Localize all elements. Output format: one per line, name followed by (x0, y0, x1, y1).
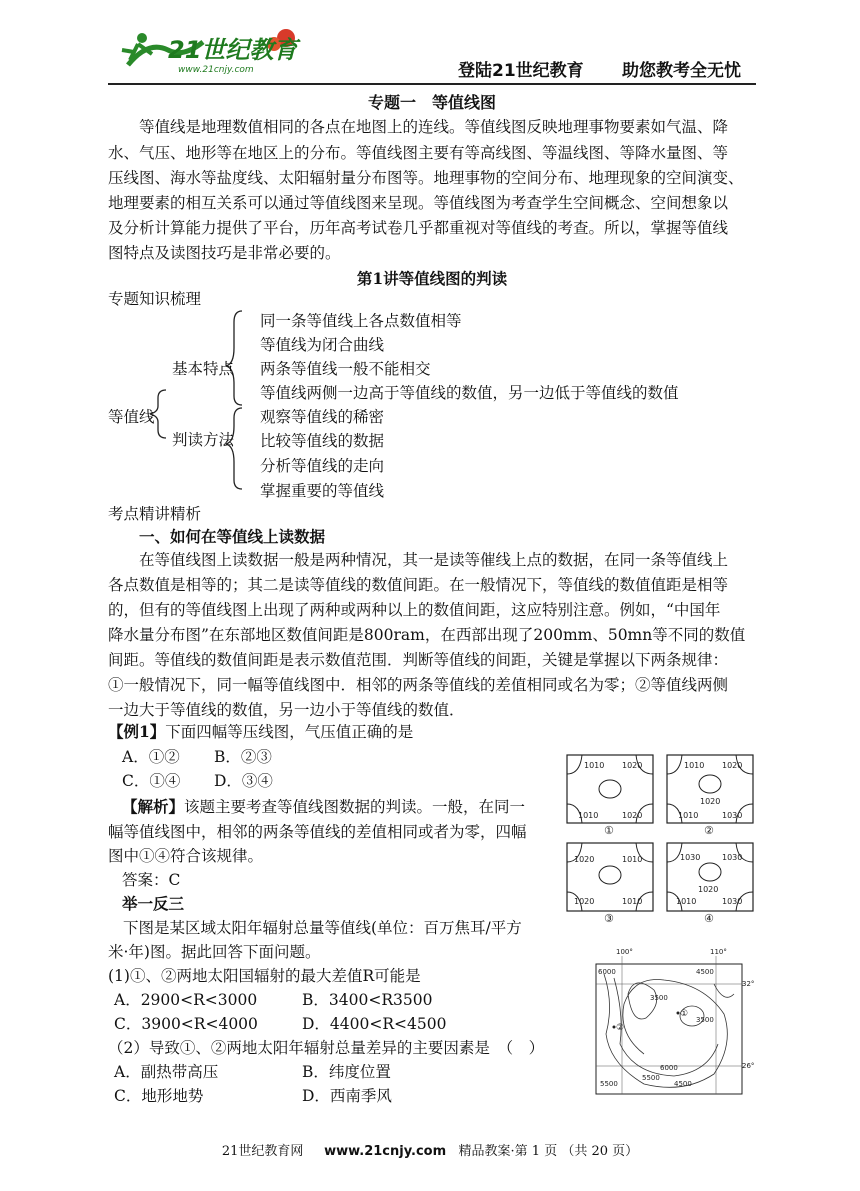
footer-site: 21世纪教育网 (221, 1144, 304, 1159)
option: C．地形地势 (114, 1087, 204, 1105)
option: B．3400<R3500 (302, 991, 433, 1009)
point-1: ① (680, 1009, 689, 1019)
isobar-label: 1010 (684, 761, 705, 770)
radiation-map-figure (584, 944, 756, 1110)
isobar-label: 1010 (622, 897, 643, 906)
para-line: 降水量分布图”在东部地区数值间距是800ram，在西部出现了200mm、50mn等不同的数值 (108, 626, 746, 644)
option: D．③④ (214, 772, 273, 790)
isobar-label: 1020 (722, 761, 743, 770)
para-line: 在等值线图上读数据一般是两种情况，其一是读等催线上点的数据，在同一条等值线上 (139, 551, 729, 569)
isobar-label: 1020 (622, 811, 643, 820)
isobar-label: 1030 (722, 897, 743, 906)
option: C．①④ (122, 772, 181, 790)
practice-heading: 举一反三 (122, 894, 185, 913)
para-line: 一边大于等值线的数值，另一边小于等值线的数值． (108, 701, 465, 719)
page-title: 专题一 等值线图 (367, 93, 496, 112)
isobar-label: 1030 (722, 853, 743, 862)
para-line: 的，但有的等值线图上出现了两种或两种以上的数值间距，这应特别注意。例如，“中国年 (108, 601, 721, 619)
pressure-map-3 (567, 843, 653, 924)
isoline-label: 5500 (642, 1074, 660, 1082)
tree-branch-basic: 基本特点 (172, 360, 235, 378)
isobar-label: 1020 (622, 761, 643, 770)
isoline-label: 3500 (650, 994, 668, 1002)
option: C．3900<R<4000 (114, 1015, 258, 1033)
intro-line-3: 压线图、海水等盐度线、太阳辐射量分布图等。地理事物的空间分布、地理现象的空间演变、 (108, 169, 744, 187)
option: D．4400<R<4500 (302, 1015, 447, 1033)
slogan-left: 登陆21世纪教育 (458, 61, 584, 81)
para-line: 间距。等值线的数值间距是表示数值范围．判断等值线的间距，关键是掌握以下两条规律： (108, 651, 729, 669)
pressure-map-1 (567, 755, 653, 837)
intro-line-2: 水、气压、地形等在地区上的分布。等值线图主要有等高线图、等温线图、等降水量图、等 (108, 144, 729, 162)
subsection-heading: 一、如何在等值线上读数据 (139, 527, 326, 546)
logo-url: www.21cnjy.com (178, 65, 254, 75)
isoline-label: 5500 (600, 1080, 618, 1088)
intro-line-1: 等值线是地理数值相同的各点在地图上的连线。等值线图反映地理事物要素如气温、降 (139, 118, 729, 136)
analysis-line: 【解析】该题主要考查等值线图数据的判读。一般，在同一 (122, 797, 526, 816)
answer: 答案：C (122, 871, 181, 889)
option: B．②③ (214, 748, 272, 766)
isobar-label: 1010 (676, 897, 697, 906)
option: A．副热带高压 (114, 1063, 219, 1081)
tree-branch-reading: 判读方法 (172, 431, 235, 449)
page-footer (0, 1140, 860, 1159)
tree-item: 同一条等值线上各点数值相等 (260, 312, 462, 330)
map-number: ③ (604, 912, 614, 924)
intro-line-5: 及分析计算能力提供了平台，历年高考试卷几乎都重视对等值线的考查。所以，掌握等值线 (108, 219, 729, 237)
isoline-label: 6000 (660, 1064, 678, 1072)
lon-label: 110° (710, 948, 727, 956)
lat-label: 26° (742, 1062, 755, 1070)
isoline-label: 3500 (696, 1016, 714, 1024)
isoline-label: 6000 (598, 968, 616, 976)
option: A．2900<R<3000 (114, 991, 258, 1009)
header-divider (108, 83, 756, 85)
practice-intro: 米·年)图。据此回答下面问题。 (108, 943, 321, 961)
tree-item: 观察等值线的稀密 (260, 408, 385, 426)
tree-item: 分析等值线的走向 (260, 457, 385, 475)
lat-label: 32° (742, 980, 755, 988)
isobar-label: 1010 (622, 855, 643, 864)
option: B．纬度位置 (302, 1063, 391, 1081)
analysis-line: 图中①④符合该规律。 (108, 847, 264, 865)
pressure-maps-figure (566, 754, 754, 924)
section-knowledge: 专题知识梳理 (108, 290, 202, 308)
analysis-line: 幅等值线图中，相邻的两条等值线的差值相同或者为零，四幅 (108, 823, 527, 841)
logo (108, 20, 308, 80)
knowledge-tree-braces (140, 308, 270, 492)
logo-text: 21世纪教育 (168, 36, 298, 64)
pressure-map-2 (667, 755, 753, 837)
tree-root: 等值线 (108, 408, 155, 426)
practice-intro: 下图是某区域太阳年辐射总量等值线(单位：百万焦耳/平方 (123, 919, 522, 937)
question-2: （2）导致①、②两地太阳年辐射总量差异的主要因素是 （ ） (108, 1039, 545, 1057)
option: D．西南季风 (302, 1087, 392, 1105)
isobar-label: 1030 (680, 853, 701, 862)
pressure-map-4 (667, 843, 753, 924)
tree-item: 掌握重要的等值线 (260, 482, 385, 500)
isobar-label: 1010 (578, 811, 599, 820)
para-line: 各点数值是相等的；其二是读等值线的数值间距。在一般情况下，等值线的数值值距是相等 (108, 576, 729, 594)
map-number: ① (604, 824, 614, 837)
tree-item: 等值线为闭合曲线 (260, 336, 385, 354)
option: A．①② (122, 748, 180, 766)
logo-figure-icon (108, 20, 308, 80)
isobar-label: 1020 (700, 797, 721, 806)
isoline-label: 4500 (696, 968, 714, 976)
isobar-label: 1010 (678, 811, 699, 820)
map-number: ② (704, 824, 714, 837)
isobar-label: 1020 (698, 885, 719, 894)
point-2: ② (616, 1023, 625, 1033)
footer-url[interactable]: www.21cnjy.com (324, 1144, 447, 1159)
example-question: 【例1】下面四幅等压线图，气压值正确的是 (108, 722, 414, 741)
lecture-title: 第1讲等值线图的判读 (356, 269, 508, 288)
isobar-label: 1020 (574, 855, 595, 864)
question-1: (1)①、②两地太阳国辐射的最大差值R可能是 (108, 967, 421, 985)
isobar-label: 1010 (584, 761, 605, 770)
lon-label: 100° (616, 948, 633, 956)
isobar-label: 1020 (574, 897, 595, 906)
tree-item: 等值线两侧一边高于等值线的数值，另一边低于等值线的数值 (260, 384, 679, 402)
footer-page: 精品教案·第 1 页 （共 20 页） (458, 1144, 639, 1159)
intro-line-4: 地理要素的相互关系可以通过等值线图来呈现。等值线图为考查学生空间概念、空间想象以 (108, 194, 729, 212)
tree-item: 两条等值线一般不能相交 (260, 360, 431, 378)
para-line: ①一般情况下，同一幅等值线图中．相邻的两条等值线的差值相同或名为零；②等值线两侧 (108, 676, 729, 694)
map-number: ④ (704, 912, 714, 924)
isobar-label: 1030 (722, 811, 743, 820)
isoline-label: 4500 (674, 1080, 692, 1088)
tree-item: 比较等值线的数据 (260, 432, 385, 450)
section-exam: 考点精讲精析 (108, 505, 202, 523)
intro-line-6: 图特点及读图技巧是非常必要的。 (108, 244, 341, 262)
slogan-right: 助您教考全无忧 (622, 61, 741, 81)
